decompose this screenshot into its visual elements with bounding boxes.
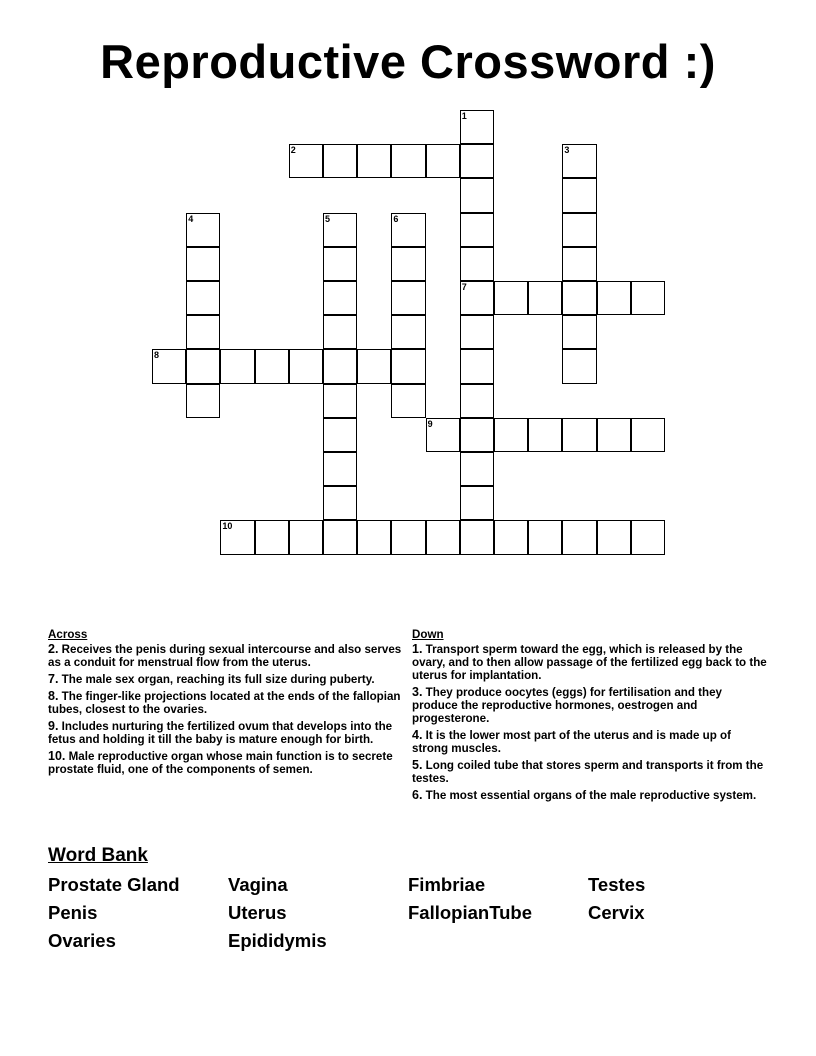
grid-cell[interactable]: [460, 178, 494, 212]
grid-cell[interactable]: [186, 384, 220, 418]
grid-cell[interactable]: [460, 247, 494, 281]
grid-cell[interactable]: [460, 486, 494, 520]
grid-cell[interactable]: [323, 247, 357, 281]
grid-cell[interactable]: [391, 315, 425, 349]
grid-cell[interactable]: [562, 520, 596, 554]
grid-cell[interactable]: [460, 110, 494, 144]
word-bank-item: FallopianTube: [408, 902, 533, 923]
grid-cell[interactable]: [460, 349, 494, 383]
grid-cell[interactable]: [562, 247, 596, 281]
down-clue: [412, 759, 770, 785]
clue-number: 2.: [48, 642, 59, 656]
clue-number: 1.: [412, 642, 423, 656]
grid-cell[interactable]: [391, 349, 425, 383]
grid-cell[interactable]: [220, 349, 254, 383]
grid-cell[interactable]: [426, 418, 460, 452]
grid-cell[interactable]: [289, 520, 323, 554]
grid-cell[interactable]: [391, 247, 425, 281]
clue-number: 10.: [48, 749, 66, 763]
word-bank-item: Uterus: [228, 902, 287, 923]
word-bank-item: Fimbriae: [408, 874, 486, 895]
grid-cell[interactable]: [323, 281, 357, 315]
grid-cell[interactable]: [460, 452, 494, 486]
grid-cell[interactable]: [152, 349, 186, 383]
grid-cell[interactable]: [460, 315, 494, 349]
grid-cell[interactable]: [323, 452, 357, 486]
clue-number: 5.: [412, 758, 423, 772]
grid-cell[interactable]: [323, 315, 357, 349]
word-bank-item: Testes: [588, 874, 646, 895]
grid-cell[interactable]: [562, 418, 596, 452]
word-bank-item: Cervix: [588, 902, 645, 923]
clue-text: The finger-like projections located at the ends of the fallopian tubes, closest to the ovaries.: [48, 690, 401, 716]
grid-cell[interactable]: [186, 281, 220, 315]
clue-number-label: 6: [393, 213, 399, 224]
grid-cell[interactable]: [426, 144, 460, 178]
grid-cell[interactable]: [357, 349, 391, 383]
word-bank-item: Penis: [48, 902, 98, 923]
clue-number-label: 2: [290, 145, 296, 156]
clue-text: Transport sperm toward the egg, which is released by the ovary, and to then allow passage of the fertilized egg back to the uterus for implantation.: [412, 643, 767, 682]
clue-text: The male sex organ, reaching its full size during puberty.: [58, 673, 375, 686]
word-bank-heading: Word Bank: [48, 845, 148, 866]
grid-cell[interactable]: [391, 384, 425, 418]
across-clue: [48, 673, 410, 686]
page-title: Reproductive Crossword :): [100, 35, 716, 88]
grid-cell[interactable]: [494, 418, 528, 452]
grid-cell[interactable]: [186, 315, 220, 349]
grid-cell[interactable]: [220, 520, 254, 554]
grid-cell[interactable]: [528, 418, 562, 452]
grid-cell[interactable]: [460, 418, 494, 452]
grid-cell[interactable]: [255, 520, 289, 554]
clue-number-label: 7: [461, 282, 467, 292]
across-clue: [48, 720, 410, 746]
grid-cell[interactable]: [460, 384, 494, 418]
grid-cell[interactable]: [494, 520, 528, 554]
clue-number: 6.: [412, 788, 423, 802]
clue-number-label: 1: [461, 111, 467, 121]
clue-text: Receives the penis during sexual intercourse and also serves as a conduit for menstrual flow from the uterus.: [48, 643, 402, 669]
grid-cell[interactable]: [323, 144, 357, 178]
grid-cell[interactable]: [597, 418, 631, 452]
word-bank-item: Epididymis: [228, 930, 327, 951]
down-heading: Down: [412, 628, 444, 641]
clue-number-label: 8: [154, 350, 160, 361]
grid-cell[interactable]: [460, 520, 494, 554]
grid-cell[interactable]: [391, 281, 425, 315]
clue-text: They produce oocytes (eggs) for fertilisation and they produce the reproductive hormones, oestrogen and progesterone.: [412, 686, 722, 725]
grid-cell[interactable]: [391, 213, 425, 247]
clue-number: 7.: [48, 672, 59, 686]
clue-number: 8.: [48, 689, 59, 703]
across-clue: [48, 643, 410, 669]
down-clue: [412, 729, 770, 755]
grid-cell[interactable]: [426, 520, 460, 554]
across-clues: [48, 628, 410, 780]
clue-number-label: 10: [222, 521, 233, 532]
clue-text: The most essential organs of the male reproductive system.: [422, 789, 757, 802]
word-bank-item: Vagina: [228, 874, 288, 895]
grid-cell[interactable]: [357, 144, 391, 178]
grid-cell[interactable]: [631, 281, 665, 315]
grid-cell[interactable]: [357, 520, 391, 554]
grid-cell[interactable]: [562, 213, 596, 247]
grid-cell[interactable]: [323, 384, 357, 418]
grid-cell[interactable]: [562, 178, 596, 212]
down-clue: [412, 686, 770, 725]
clue-text: Includes nurturing the fertilized ovum that develops into the fetus and holding it till the baby is mature enough for birth.: [48, 720, 393, 746]
grid-cell[interactable]: [562, 281, 596, 315]
clue-number: 4.: [412, 728, 423, 742]
clue-text: Long coiled tube that stores sperm and transports it from the testes.: [412, 759, 764, 785]
clue-number-label: 3: [564, 145, 570, 156]
clue-text: Male reproductive organ whose main function is to secrete prostate fluid, one of the components of semen.: [48, 750, 393, 776]
down-clue: [412, 643, 770, 682]
grid-cell[interactable]: [562, 144, 596, 178]
grid-cell[interactable]: [323, 486, 357, 520]
grid-cell[interactable]: [186, 247, 220, 281]
grid-cell[interactable]: [186, 349, 220, 383]
clue-number: 9.: [48, 719, 59, 733]
grid-cell[interactable]: [391, 520, 425, 554]
clue-text: It is the lower most part of the uterus and is made up of strong muscles.: [412, 729, 731, 755]
grid-cell[interactable]: [323, 213, 357, 247]
grid-cell[interactable]: [460, 281, 494, 315]
across-clue: [48, 750, 410, 776]
grid-cell[interactable]: [460, 213, 494, 247]
across-heading: Across: [48, 628, 88, 641]
grid-cell[interactable]: [186, 213, 220, 247]
clue-number-label: 5: [325, 213, 331, 224]
grid-cell[interactable]: [323, 418, 357, 452]
grid-cell[interactable]: [460, 144, 494, 178]
grid-cell[interactable]: [289, 144, 323, 178]
grid-cell[interactable]: [528, 520, 562, 554]
word-bank-item: Ovaries: [48, 930, 116, 951]
grid-cell[interactable]: [255, 349, 289, 383]
grid-cell[interactable]: [631, 418, 665, 452]
clue-number-label: 4: [188, 213, 194, 224]
grid-cell[interactable]: [289, 349, 323, 383]
down-clue: [412, 789, 770, 802]
grid-cell[interactable]: [631, 520, 665, 554]
word-bank-item: Prostate Gland: [48, 874, 180, 895]
grid-cell[interactable]: [528, 281, 562, 315]
clue-number: 3.: [412, 685, 423, 699]
grid-cell[interactable]: [562, 349, 596, 383]
down-clues: [412, 628, 770, 806]
grid-cell[interactable]: [323, 349, 357, 383]
grid-cell[interactable]: [391, 144, 425, 178]
across-clue: [48, 690, 410, 716]
grid-cell[interactable]: [562, 315, 596, 349]
clue-number-label: 9: [427, 418, 433, 429]
grid-cell[interactable]: [597, 520, 631, 554]
grid-cell[interactable]: [494, 281, 528, 315]
grid-cell[interactable]: [597, 281, 631, 315]
grid-cell[interactable]: [323, 520, 357, 554]
